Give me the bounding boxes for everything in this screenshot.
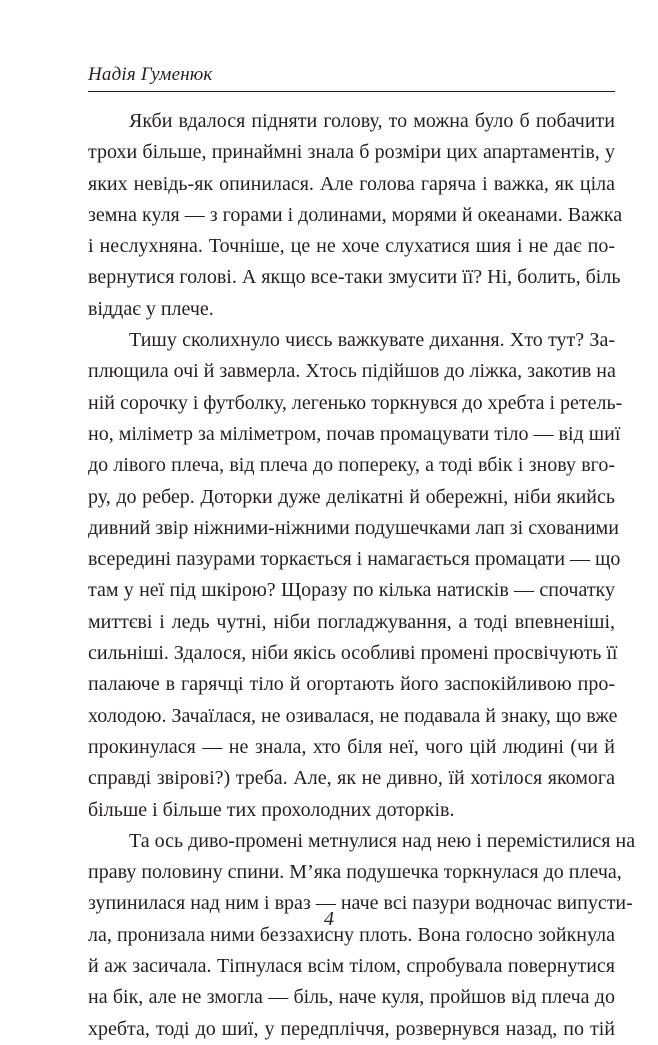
text-line: сильніші. Здалося, ніби якісь особливі промені просвічують її	[88, 642, 618, 665]
header-rule	[88, 91, 615, 92]
body-text	[88, 106, 636, 1045]
text-line: праву половину спини. М’яка подушечка торкнулася до плеча,	[88, 861, 622, 884]
text-line: яких невідь-як опинилася. Але голова гаряча і важка, як ціла	[88, 172, 615, 195]
text-line: справді звірові?) треба. Але, як не дивно, їй хотілося якомога	[88, 767, 615, 790]
text-line: земна куля — з горами і долинами, морями й океанами. Важка	[88, 203, 623, 226]
text-line: ній сорочку і футболку, легенько торкнувся до хребта і ретель-	[88, 391, 623, 414]
text-line: прокинулася — не знала, хто біля неї, чого цій людині (чи й	[88, 735, 615, 758]
text-line: і неслухняна. Точніше, це не хоче слухатися шия і не дає по-	[88, 235, 615, 258]
text-line: трохи більше, принаймні знала б розміри цих апартаментів, у	[88, 141, 615, 164]
text-line: до лівого плеча, від плеча до попереку, а тоді вбік і знову вго-	[88, 454, 615, 477]
text-line: холодою. Зачаїлася, не озивалася, не подавала й знаку, що вже	[88, 704, 618, 727]
text-line: палаюче в гарячці тіло й огортають його заспокійливою про-	[88, 673, 615, 696]
paragraph	[88, 325, 623, 826]
text-line: ру, до ребер. Доторки дуже делікатні й обережні, ніби якийсь	[88, 485, 615, 508]
text-line: вернутися голові. А якщо все-таки змусити її? Ні, болить, біль	[88, 266, 621, 289]
text-line: й аж засичала. Тіпнулася всім тілом, спробувала повернутися	[88, 955, 615, 978]
text-line: на бік, але не змогла — біль, наче куля, пройшов від плеча до	[88, 986, 615, 1009]
text-line: но, міліметр за міліметром, почав промацувати тіло — від шиї	[88, 422, 621, 445]
text-line: Та ось диво-промені метнулися над нею і перемістилися на	[129, 829, 636, 852]
text-line: ла, пронизала ними беззахисну плоть. Вона голосно зойкнула	[88, 923, 615, 946]
text-line: миттєві і ледь чутні, ніби погладжування, а тоді впевненіші,	[88, 610, 615, 633]
text-line: там у неї під шкірою? Щоразу по кілька натисків — спочатку	[88, 579, 615, 602]
paragraph	[88, 106, 623, 325]
paragraph	[88, 826, 636, 1045]
text-line: всередині пазурами торкається і намагається промацати — що	[88, 548, 621, 571]
text-line: Тишу сколихнуло чиєсь важкувате дихання. Хто тут? За-	[129, 329, 615, 352]
text-line: хребта, тоді до шиї, у передпліччя, розвернувся назад, по тій	[88, 1017, 615, 1040]
text-line: більше і більше тих прохолодних доторків.	[88, 798, 455, 821]
text-line: плющила очі й завмерла. Хтось підійшов до ліжка, закотив на	[88, 360, 616, 383]
running-header-author: Надія Гуменюк	[88, 64, 213, 85]
text-line: дивний звір ніжними-ніжними подушечками лап зі схованими	[88, 516, 619, 539]
text-line: Якби вдалося підняти голову, то можна було б побачити	[129, 110, 615, 132]
text-line: віддає у плече.	[88, 297, 214, 320]
page-number: 4	[324, 908, 334, 930]
text-line: зупинилася над ним і враз — наче всі пазури водночас випусти-	[88, 892, 633, 915]
